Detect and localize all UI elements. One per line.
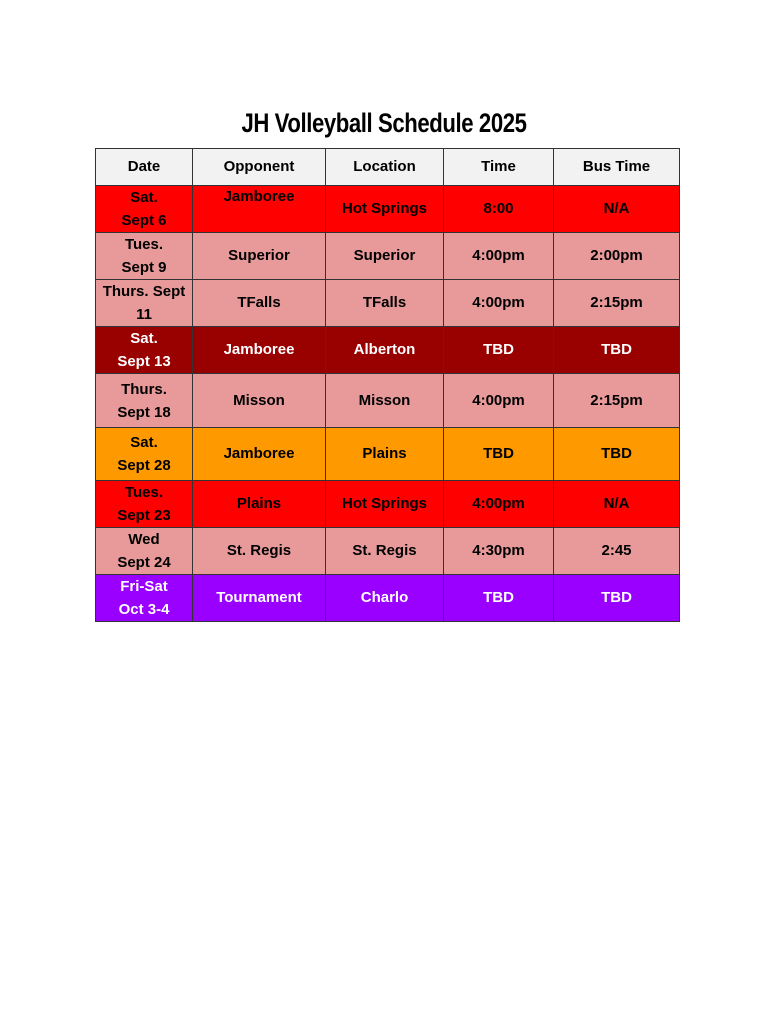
table-row — [96, 428, 680, 481]
time-cell: 4:00pm — [444, 481, 554, 528]
location-cell: Charlo — [326, 575, 444, 622]
table-row — [96, 327, 680, 374]
bus-time-cell: N/A — [554, 481, 680, 528]
bus-time-cell: TBD — [554, 575, 680, 622]
bus-time-cell: 2:00pm — [554, 233, 680, 280]
bus-time-cell: TBD — [554, 428, 680, 481]
date-line-1: Tues. — [124, 484, 164, 501]
time-cell: TBD — [444, 428, 554, 481]
date-line-1: Sat. — [130, 189, 158, 206]
date-cell — [96, 528, 193, 575]
location-cell: St. Regis — [326, 528, 444, 575]
location-cell: Alberton — [326, 327, 444, 374]
opponent-cell: TFalls — [193, 280, 326, 327]
table-row — [96, 481, 680, 528]
opponent-cell: St. Regis — [193, 528, 326, 575]
bus-time-cell: 2:15pm — [554, 280, 680, 327]
table-row — [96, 528, 680, 575]
date-cell — [96, 374, 193, 428]
bus-time-cell: 2:15pm — [554, 374, 680, 428]
header-bus-time: Bus Time — [554, 149, 680, 186]
table-row — [96, 233, 680, 280]
location-cell: Hot Springs — [326, 481, 444, 528]
time-cell: 4:00pm — [444, 233, 554, 280]
table-row — [96, 280, 680, 327]
date-line-2: Sept 24 — [117, 554, 171, 571]
bus-time-cell: N/A — [554, 186, 680, 233]
bus-time-cell: 2:45 — [554, 528, 680, 575]
date-line-2: Sept 6 — [121, 212, 167, 229]
time-cell: TBD — [444, 327, 554, 374]
opponent-cell: Jamboree — [193, 186, 326, 233]
time-cell: 8:00 — [444, 186, 554, 233]
date-line-1: Sat. — [130, 330, 158, 347]
opponent-cell: Jamboree — [193, 327, 326, 374]
header-time: Time — [444, 149, 554, 186]
date-line-1: Tues. — [124, 236, 164, 253]
opponent-cell: Jamboree — [193, 428, 326, 481]
date-cell — [96, 233, 193, 280]
date-line-2: Sept 13 — [117, 353, 171, 370]
header-opponent: Opponent — [193, 149, 326, 186]
date-cell — [96, 280, 193, 327]
date-line-1: Thurs. — [121, 380, 167, 398]
time-cell: 4:00pm — [444, 374, 554, 428]
header-row — [96, 149, 680, 186]
location-cell: Hot Springs — [326, 186, 444, 233]
date-line-1: Sat. — [130, 434, 158, 451]
location-cell: Plains — [326, 428, 444, 481]
date-cell — [96, 327, 193, 374]
date-line-2: Sept 23 — [117, 507, 171, 524]
time-cell: 4:30pm — [444, 528, 554, 575]
date-line-1: Wed — [128, 531, 160, 548]
location-cell: TFalls — [326, 280, 444, 327]
date-line-2: 11 — [136, 306, 152, 323]
date-line-2: Sept 28 — [117, 457, 171, 474]
date-cell — [96, 186, 193, 233]
table-row — [96, 374, 680, 428]
date-cell — [96, 481, 193, 528]
header-date: Date — [96, 149, 193, 186]
date-line-2: Sept 18 — [117, 403, 171, 421]
date-line-2: Oct 3-4 — [118, 601, 170, 618]
time-cell: 4:00pm — [444, 280, 554, 327]
date-line-2: Sept 9 — [121, 259, 167, 276]
date-line-1: Fri-Sat — [120, 578, 168, 595]
page-title: JH Volleyball Schedule 2025 — [241, 108, 527, 138]
opponent-cell: Superior — [193, 233, 326, 280]
time-cell: TBD — [444, 575, 554, 622]
location-cell: Misson — [326, 374, 444, 428]
location-cell: Superior — [326, 233, 444, 280]
opponent-cell: Misson — [193, 374, 326, 428]
header-location: Location — [326, 149, 444, 186]
table-row — [96, 186, 680, 233]
bus-time-cell: TBD — [554, 327, 680, 374]
opponent-cell: Tournament — [193, 575, 326, 622]
opponent-cell: Plains — [193, 481, 326, 528]
date-line-1: Thurs. Sept — [102, 283, 186, 300]
table-row — [96, 575, 680, 622]
date-cell — [96, 575, 193, 622]
date-cell — [96, 428, 193, 481]
schedule-table — [95, 148, 680, 622]
